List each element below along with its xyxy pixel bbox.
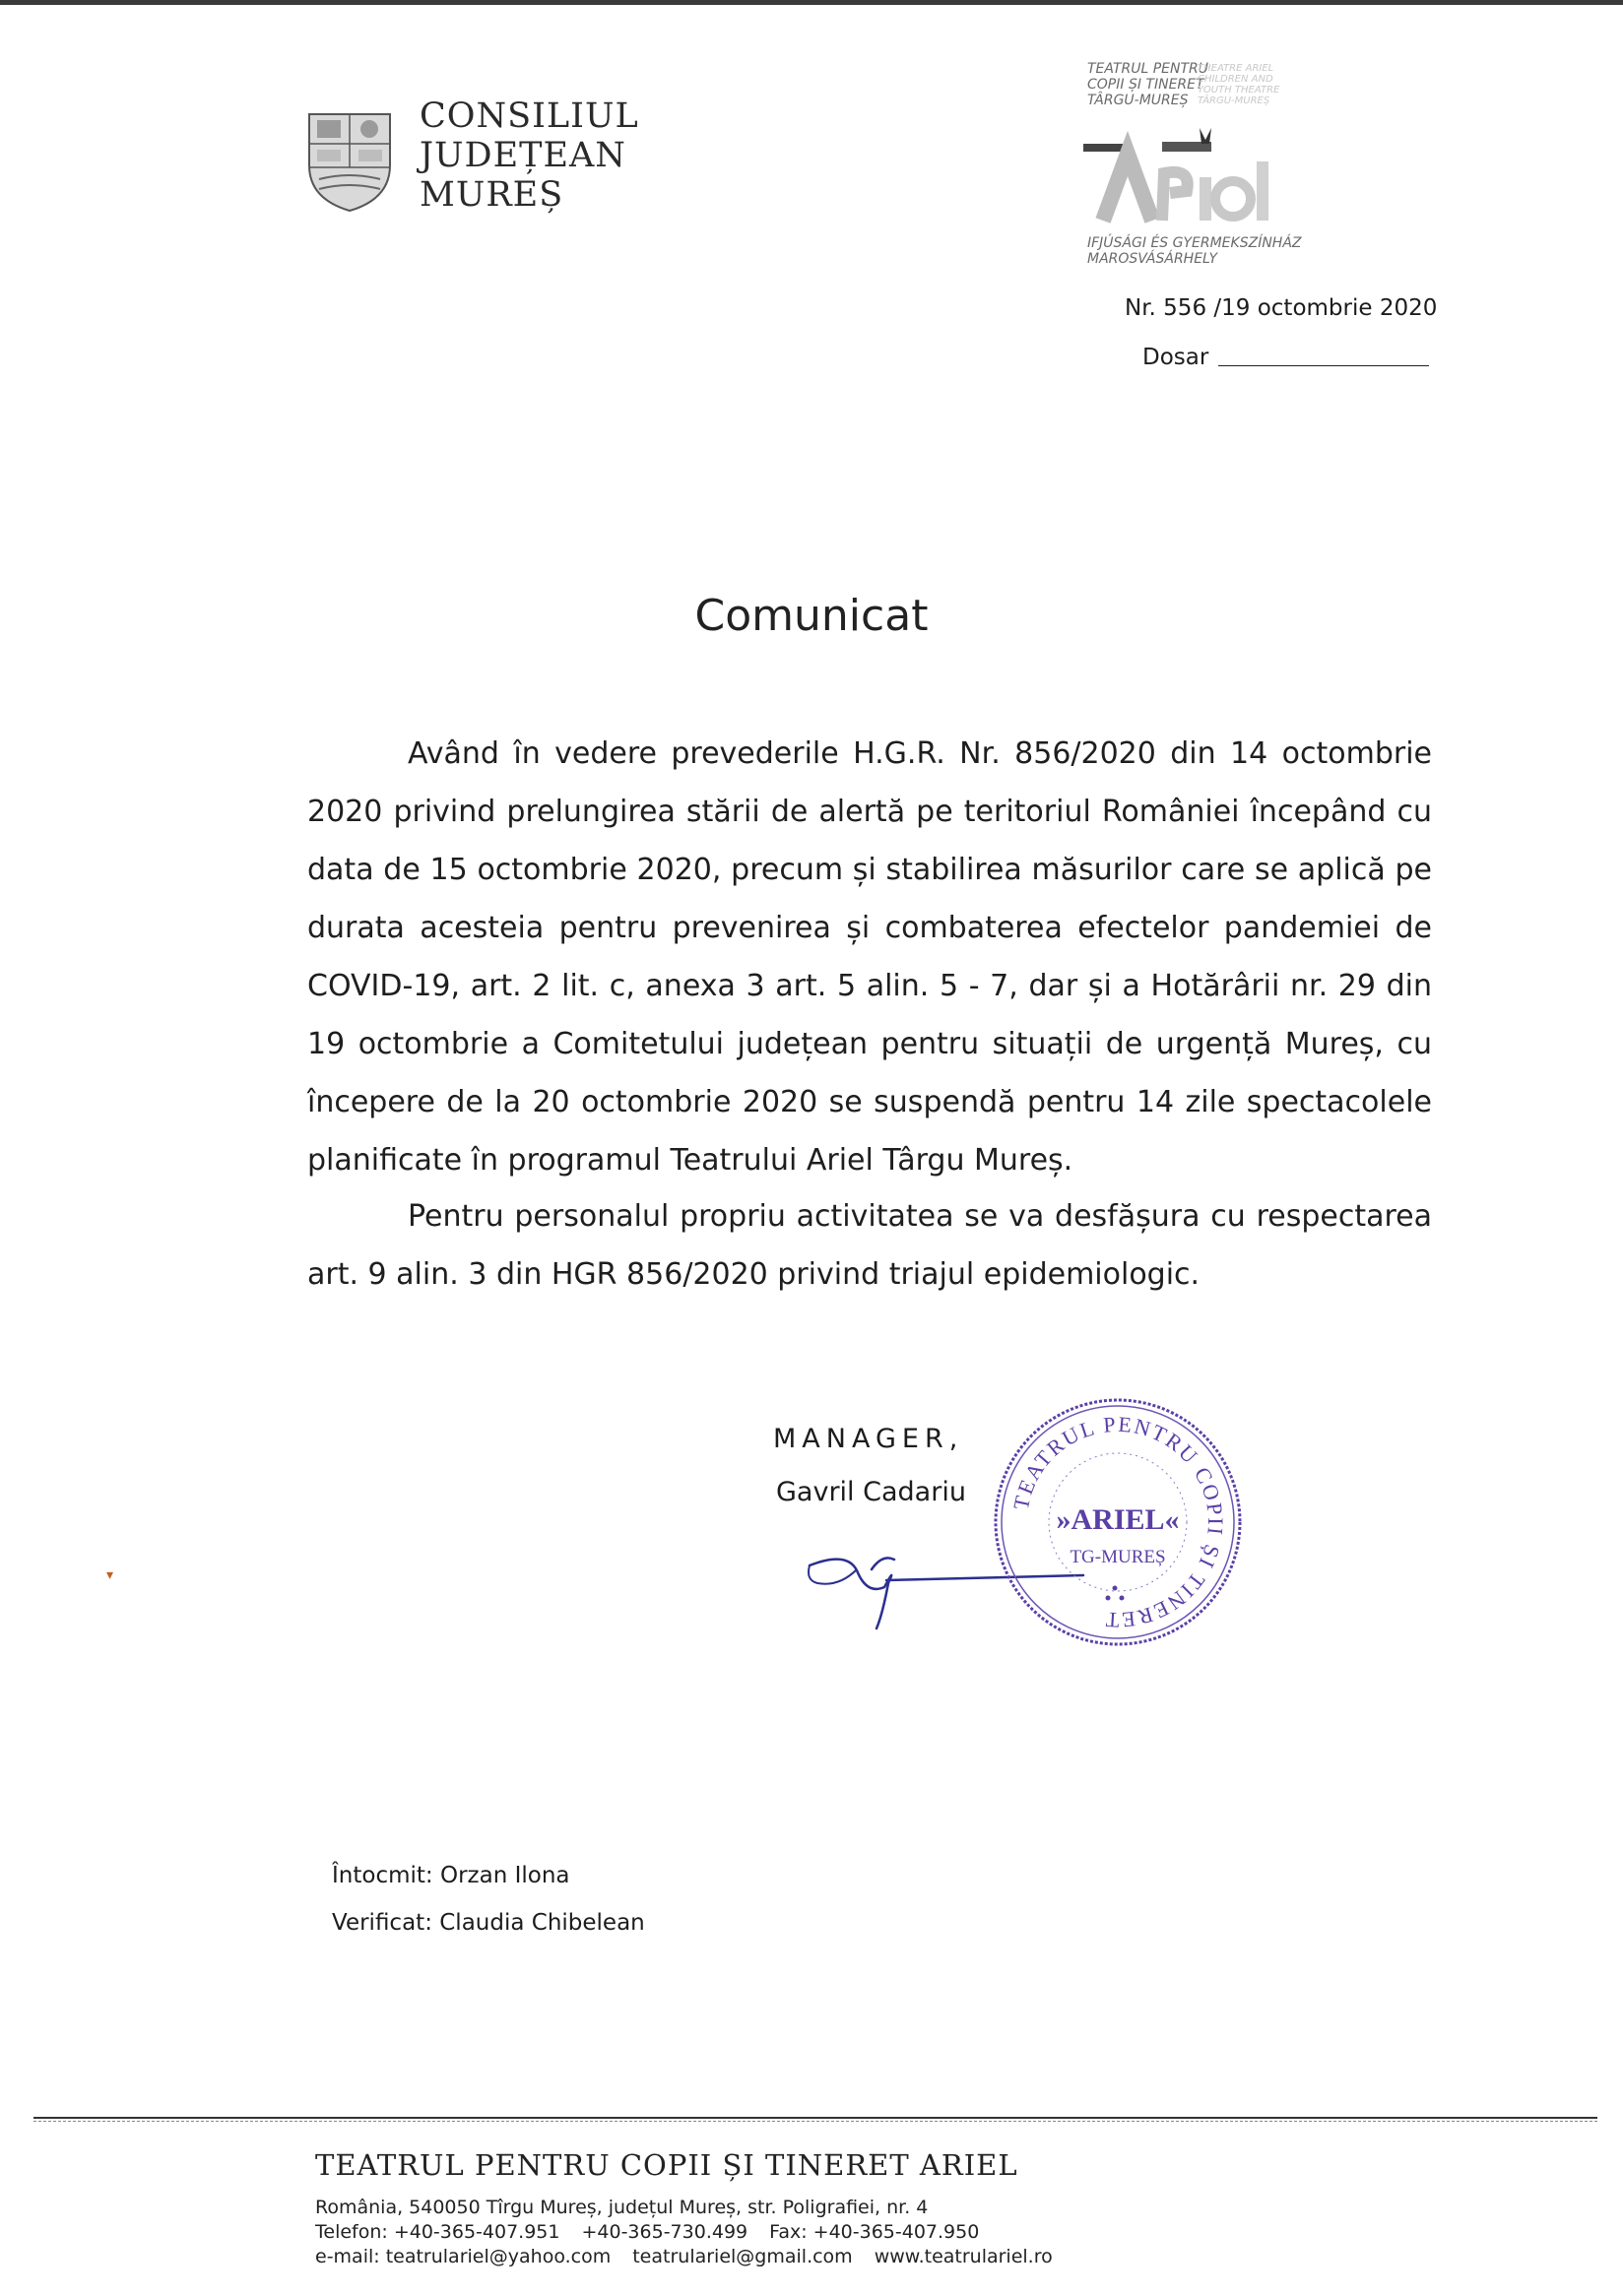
top-border: [0, 0, 1623, 5]
logo-text-ro-3: TÂRGU-MUREȘ: [1087, 93, 1189, 108]
footer-divider: [33, 2117, 1597, 2119]
footer-email-1[interactable]: e-mail: teatrulariel@yahoo.com: [315, 2246, 612, 2267]
footer-website[interactable]: www.teatrulariel.ro: [874, 2246, 1053, 2267]
logo-text-en-2: CHILDREN AND: [1198, 74, 1273, 85]
theatre-logo: [1083, 61, 1302, 283]
stamp-ring-text: TEATRUL PENTRU COPII ȘI TINERET: [1007, 1411, 1229, 1633]
body-paragraph-2: Pentru personalul propriu activitatea se va desfășura cu respectarea art. 9 alin. 3 din HGR 856/2020 privind triajul epidemiologic.: [307, 1199, 1432, 1292]
logo-text-hu-1: IFJÚSÁGI ÉS GYERMEKSZÍNHÁZ: [1087, 235, 1302, 251]
official-stamp: [989, 1393, 1247, 1651]
footer-web: [315, 2245, 1074, 2269]
logo-text-ro-1: TEATRUL PENTRU: [1087, 61, 1209, 77]
footer-email-2[interactable]: teatrulariel@gmail.com: [632, 2246, 853, 2267]
ariel-emblem-icon: [1083, 122, 1280, 230]
prepared-by: Întocmit: Orzan Ilona: [332, 1863, 570, 1888]
council-line-2: JUDEȚEAN: [420, 136, 626, 175]
footer-fax: Fax: +40-365-407.950: [769, 2221, 980, 2243]
footer-phone-1: Telefon: +40-365-407.951: [315, 2221, 560, 2243]
council-line-1: CONSILIUL: [420, 96, 639, 136]
dosar-field: [1142, 345, 1429, 370]
dosar-blank-line: [1218, 365, 1429, 366]
logo-text-ro-2: COPII ȘI TINERET: [1087, 77, 1204, 93]
stamp-center-text: »ARIEL«: [1056, 1503, 1180, 1536]
logo-text-en-4: TÂRGU-MUREȘ: [1198, 96, 1270, 106]
stray-mark: ▾: [106, 1567, 114, 1583]
document-title: Comunicat: [694, 591, 929, 641]
verified-by: Verificat: Claudia Chibelean: [332, 1910, 645, 1936]
council-line-3: MUREȘ: [420, 175, 564, 215]
logo-text-en-3: YOUTH THEATRE: [1198, 85, 1280, 96]
signatory-name: Gavril Cadariu: [776, 1477, 966, 1507]
signatory-role: MANAGER,: [773, 1424, 964, 1454]
footer-address: România, 540050 Tîrgu Mureș, județul Mureș, str. Poligrafiei, nr. 4: [315, 2197, 929, 2218]
county-crest-icon: [305, 110, 394, 213]
footer-phone-2: +40-365-730.499: [581, 2221, 748, 2243]
dosar-label: Dosar: [1142, 345, 1209, 370]
body-paragraph-1: Având în vedere prevederile H.G.R. Nr. 856/2020 din 14 octombrie 2020 privind prelungirea stării de alertă pe teritoriul României începând cu data de 15 octombrie 2020, precum și stabilirea măsurilor care se aplică pe durata acesteia pentru prevenirea și combaterea efectelor pandemiei de COVID-19, art. 2 lit. c, anexa 3 art. 5 alin. 5 - 7, dar și a Hotărârii nr. 29 din 19 octombrie a Comitetului județean pentru situații de urgență Mureș, cu începere de la 20 octombrie 2020 se suspendă pentru 14 zile spectacolele planificate în programul Teatrului Ariel Târgu Mureș.: [307, 736, 1432, 1178]
footer-phones: [315, 2220, 1074, 2245]
council-name: [420, 96, 639, 215]
footer-institution: TEATRUL PENTRU COPII ȘI TINERET ARIEL: [315, 2148, 1018, 2182]
footer-contacts: [315, 2196, 1074, 2269]
logo-text-en-1: THEATRE ARIEL: [1198, 63, 1274, 74]
stamp-city-text: TG-MUREȘ: [1070, 1547, 1166, 1567]
registration-number: Nr. 556 /19 octombrie 2020: [1125, 295, 1438, 321]
logo-text-hu-2: MAROSVÁSÁRHELY: [1087, 251, 1218, 267]
footer-divider-secondary: [33, 2121, 1597, 2122]
